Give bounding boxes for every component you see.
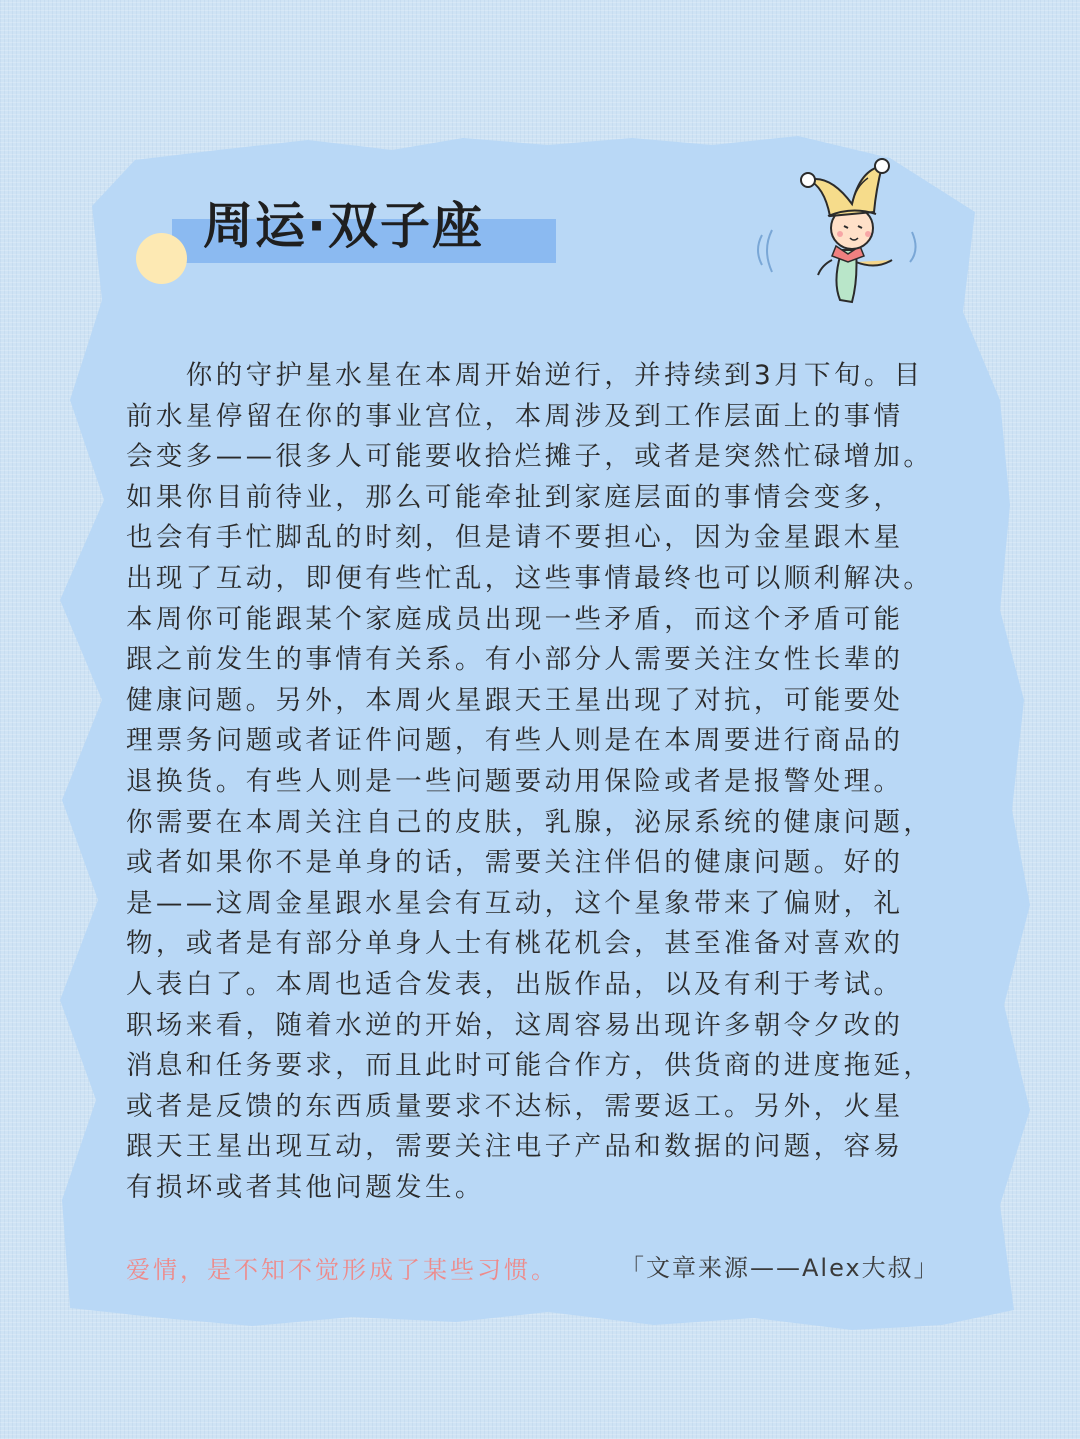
body-line: 跟天王星出现互动，需要关注电子产品和数据的问题，容易 [126, 1131, 904, 1163]
body-line: 人表白了。本周也适合发表，出版作品，以及有利于考试。 [126, 968, 904, 1000]
body-line: 也会有手忙脚乱的时刻，但是请不要担心，因为金星跟木星 [126, 522, 904, 554]
body-line: 会变多——很多人可能要收拾烂摊子，或者是突然忙碌增加。 [126, 441, 934, 473]
body-line: 理票务问题或者证件问题，有些人则是在本周要进行商品的 [126, 725, 904, 757]
jester-doll-icon [752, 150, 932, 310]
body-line: 你的守护星水星在本周开始逆行，并持续到3月下旬。目 [126, 360, 924, 391]
body-line: 你需要在本周关注自己的皮肤，乳腺，泌尿系统的健康问题， [126, 806, 934, 838]
title-dot-decoration [136, 233, 187, 284]
body-line: 退换货。有些人则是一些问题要动用保险或者是报警处理。 [126, 765, 904, 797]
body-line: 有损坏或者其他问题发生。 [126, 1171, 485, 1203]
body-line: 或者是反馈的东西质量要求不达标，需要返工。另外，火星 [126, 1090, 904, 1122]
body-line: 是——这周金星跟水星会有互动，这个星象带来了偏财，礼 [126, 887, 904, 919]
body-line: 物，或者是有部分单身人士有桃花机会，甚至准备对喜欢的 [126, 928, 904, 960]
body-line: 本周你可能跟某个家庭成员出现一些矛盾，而这个矛盾可能 [126, 603, 904, 635]
body-line: 职场来看，随着水逆的开始，这周容易出现许多朝令夕改的 [126, 1009, 904, 1041]
page-title: 周运·双子座 [203, 197, 484, 255]
body-line: 跟之前发生的事情有关系。有小部分人需要关注女性长辈的 [126, 644, 904, 676]
body-line: 消息和任务要求，而且此时可能合作方，供货商的进度拖延， [126, 1050, 934, 1082]
article-source: 「文章来源——Alex大叔」 [620, 1254, 940, 1282]
body-line: 或者如果你不是单身的话，需要关注伴侣的健康问题。好的 [126, 847, 904, 879]
body-line: 健康问题。另外，本周火星跟天王星出现了对抗，可能要处 [126, 684, 904, 716]
body-line: 前水星停留在你的事业宫位，本周涉及到工作层面上的事情 [126, 400, 904, 432]
body-line: 出现了互动，即便有些忙乱，这些事情最终也可以顺利解决。 [126, 562, 934, 594]
footer-quote: 爱情，是不知不觉形成了某些习惯。 [126, 1256, 558, 1284]
article-body [126, 356, 952, 1208]
body-line: 如果你目前待业，那么可能牵扯到家庭层面的事情会变多， [126, 481, 904, 513]
